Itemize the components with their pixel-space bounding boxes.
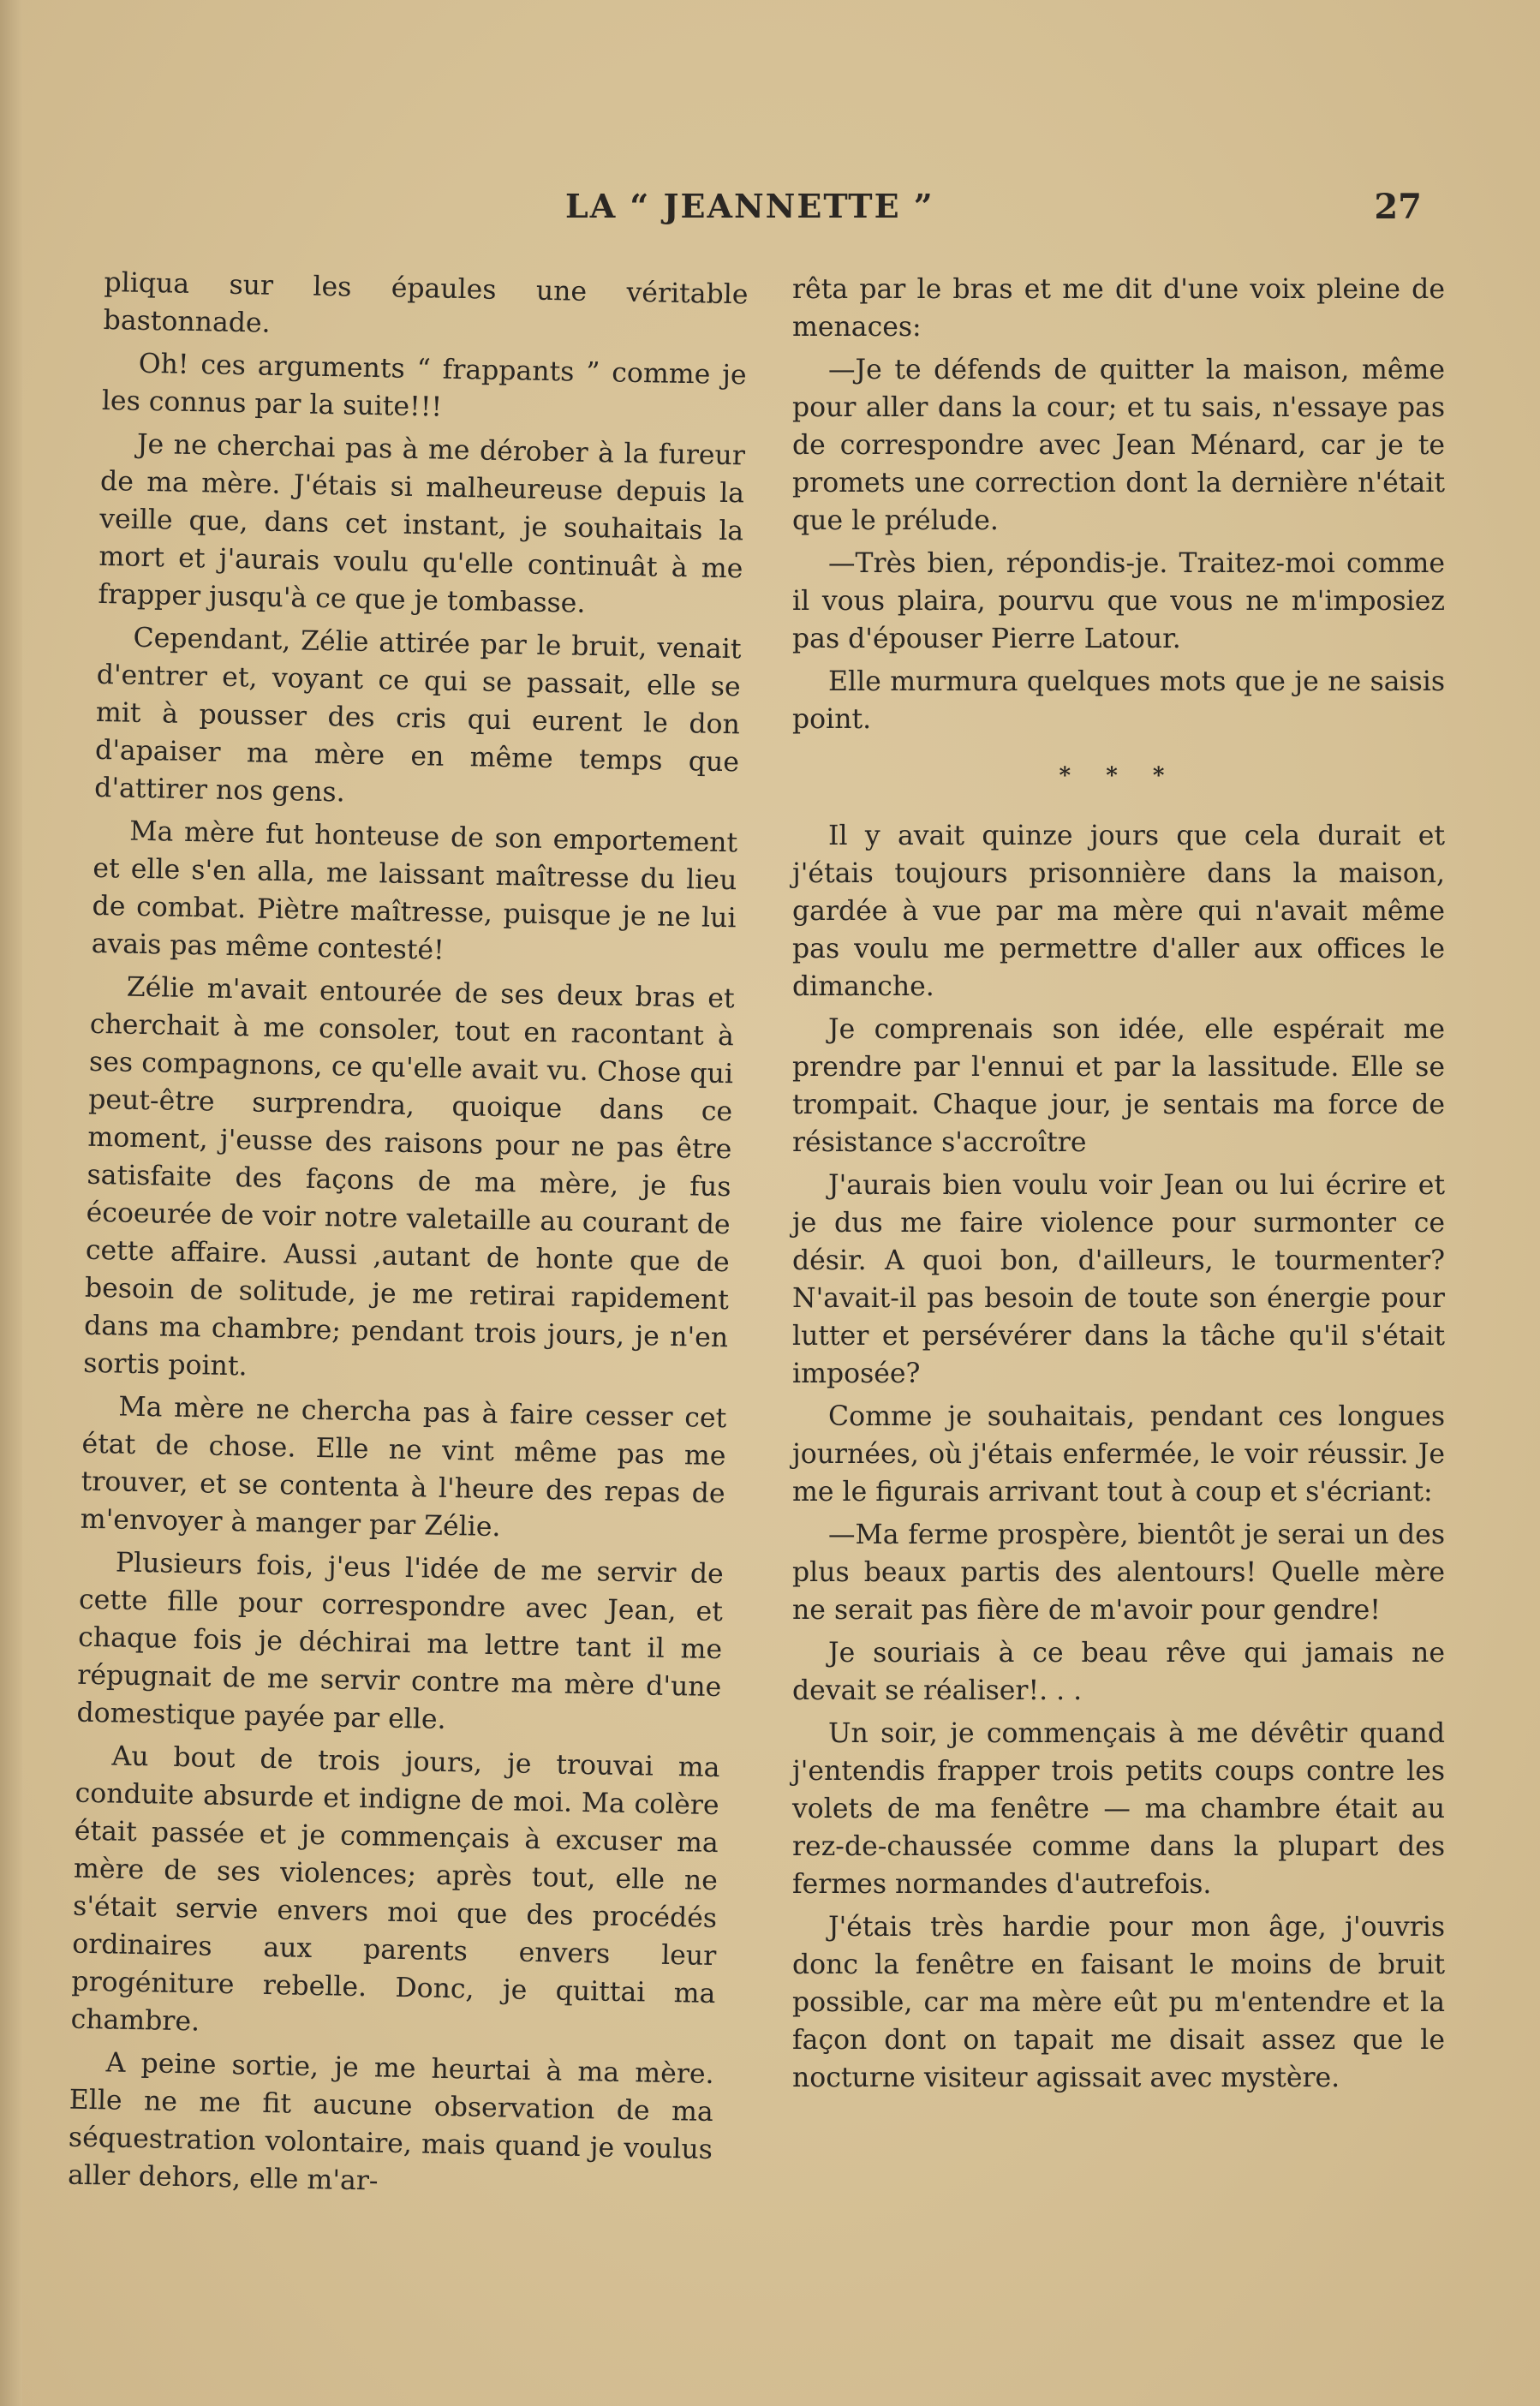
running-title: LA “ JEANNETTE ” — [565, 187, 934, 225]
paragraph: Oh! ces arguments “ frappants ” comme je les connus par la suite!!! — [101, 348, 747, 423]
paragraph: J'aurais bien voulu voir Jean ou lui écrire et je dus me faire violence pour surmonter ce désir. A quoi bon, d'ailleurs, le tourmenter? N'avait-il pas besoin de toute son énergie pour lutter et persévérer dans la tâche qu'il s'était imposée? — [792, 1170, 1445, 1389]
paragraph: Comme je souhaitais, pendant ces longues journées, où j'étais enfermée, le voir réussir. Je me le figurais arrivant tout à coup et s'écriant: — [792, 1401, 1445, 1507]
paragraph: Au bout de trois jours, je trouvai ma conduite absurde et indigne de moi. Ma colère était passée et je commençais à excuser ma mère de ses violences; après tout, elle ne s'était servie envers moi que des procédés ordinaires aux parents envers leur progéniture rebelle. Donc, je quittai ma chambre. — [70, 1740, 720, 2038]
paragraph: Un soir, je commençais à me dévêtir quand j'entendis frapper trois petits coups contre les volets de ma fenêtre — ma chambre était au rez-de-chaussée comme dans la plupart des fermes normandes d'autrefois. — [792, 1718, 1445, 1900]
paragraph: J'étais très hardie pour mon âge, j'ouvris donc la fenêtre en faisant le moins de bruit possible, car ma mère eût pu m'entendre et la façon dont on tapait me disait assez que le nocturne visiteur agissait avec mystère. — [792, 1912, 1445, 2093]
page-number: 27 — [1374, 187, 1422, 227]
paragraph: —Je te défends de quitter la maison, même pour aller dans la cour; et tu sais, n'essaye pas de correspondre avec Jean Ménard, car je te promets une correction dont la dernière n'était que le prélude. — [792, 355, 1445, 536]
paragraph: Il y avait quinze jours que cela durait et j'étais toujours prisonnière dans la maison, gardée à vue par ma mère qui n'avait même pas voulu me permettre d'aller aux offices le dimanche. — [792, 821, 1445, 1002]
paragraph: Elle murmura quelques mots que je ne saisis point. — [792, 666, 1445, 735]
paragraph: —Très bien, répondis-je. Traitez-moi comme il vous plaira, pourvu que vous ne m'imposiez pas d'épouser Pierre Latour. — [792, 548, 1445, 654]
right-column — [792, 271, 1445, 2097]
paragraph: Ma mère ne chercha pas à faire cesser cet état de chose. Elle ne vint même pas me trouver, et se contenta à l'heure des repas de m'envoyer à manger par Zélie. — [80, 1391, 727, 1543]
section-separator: * * * — [1059, 763, 1179, 789]
paragraph: Ma mère fut honteuse de son emportement et elle s'en alla, me laissant maîtresse du lieu de combat. Piètre maîtresse, puisque je ne lui avais pas même contesté! — [91, 815, 738, 966]
paragraph: pliqua sur les épaules une véritable bastonnade. — [103, 266, 749, 339]
paragraph: A peine sortie, je me heurtai à ma mère. Elle ne me fit aucune observation de ma séquestration volontaire, mais quand je voulus aller dehors, elle m'ar- — [67, 2047, 714, 2197]
left-column — [68, 264, 749, 2206]
page-binding-edge — [0, 0, 22, 2406]
paragraph: —Ma ferme prospère, bientôt je serai un des plus beaux partis des alentours! Quelle mère ne serait pas fière de m'avoir pour gendre! — [792, 1519, 1445, 1626]
paragraph: Zélie m'avait entourée de ses deux bras et cherchait à me consoler, tout en racontant à ses compagnons, ce qu'elle avait vu. Chose qui peut-être surprendra, quoique dans ce moment, j'eusse des raisons pour ne pas être satisfaite des façons de ma mère, je fus écoeurée de voir notre valetaille au courant de cette affaire. Aussi ,autant de honte que de besoin de solitude, je me retirai rapidement dans ma chambre; pendant trois jours, je n'en sortis point. — [83, 971, 736, 1382]
paragraph: Cependant, Zélie attirée par le bruit, venait d'entrer et, voyant ce qui se passait, elle se mit à pousser des cris qui eurent le don d'apaiser ma mère en même temps que d'attirer nos gens. — [93, 622, 742, 809]
page-header — [548, 187, 1422, 238]
paragraph: rêta par le bras et me dit d'une voix pleine de menaces: — [792, 274, 1445, 343]
paragraph: Je comprenais son idée, elle espérait me prendre par l'ennui et par la lassitude. Elle se trompait. Chaque jour, je sentais ma force de résistance s'accroître — [792, 1014, 1445, 1158]
paragraph: Je ne cherchai pas à me dérober à la fureur de ma mère. J'étais si malheureuse depuis la veille que, dans cet instant, je souhaitais la mort et j'aurais voulu qu'elle continuât à me frapper jusqu'à ce que je tombasse. — [98, 428, 746, 619]
paragraph: Plusieurs fois, j'eus l'idée de me servir de cette fille pour correspondre avec Jean, et chaque fois je déchirai ma lettre tant il me répugnait de me servir contre ma mère d'une domestique payée par elle. — [76, 1547, 725, 1735]
paragraph: Je souriais à ce beau rêve qui jamais ne devait se réaliser!. . . — [792, 1638, 1445, 1706]
